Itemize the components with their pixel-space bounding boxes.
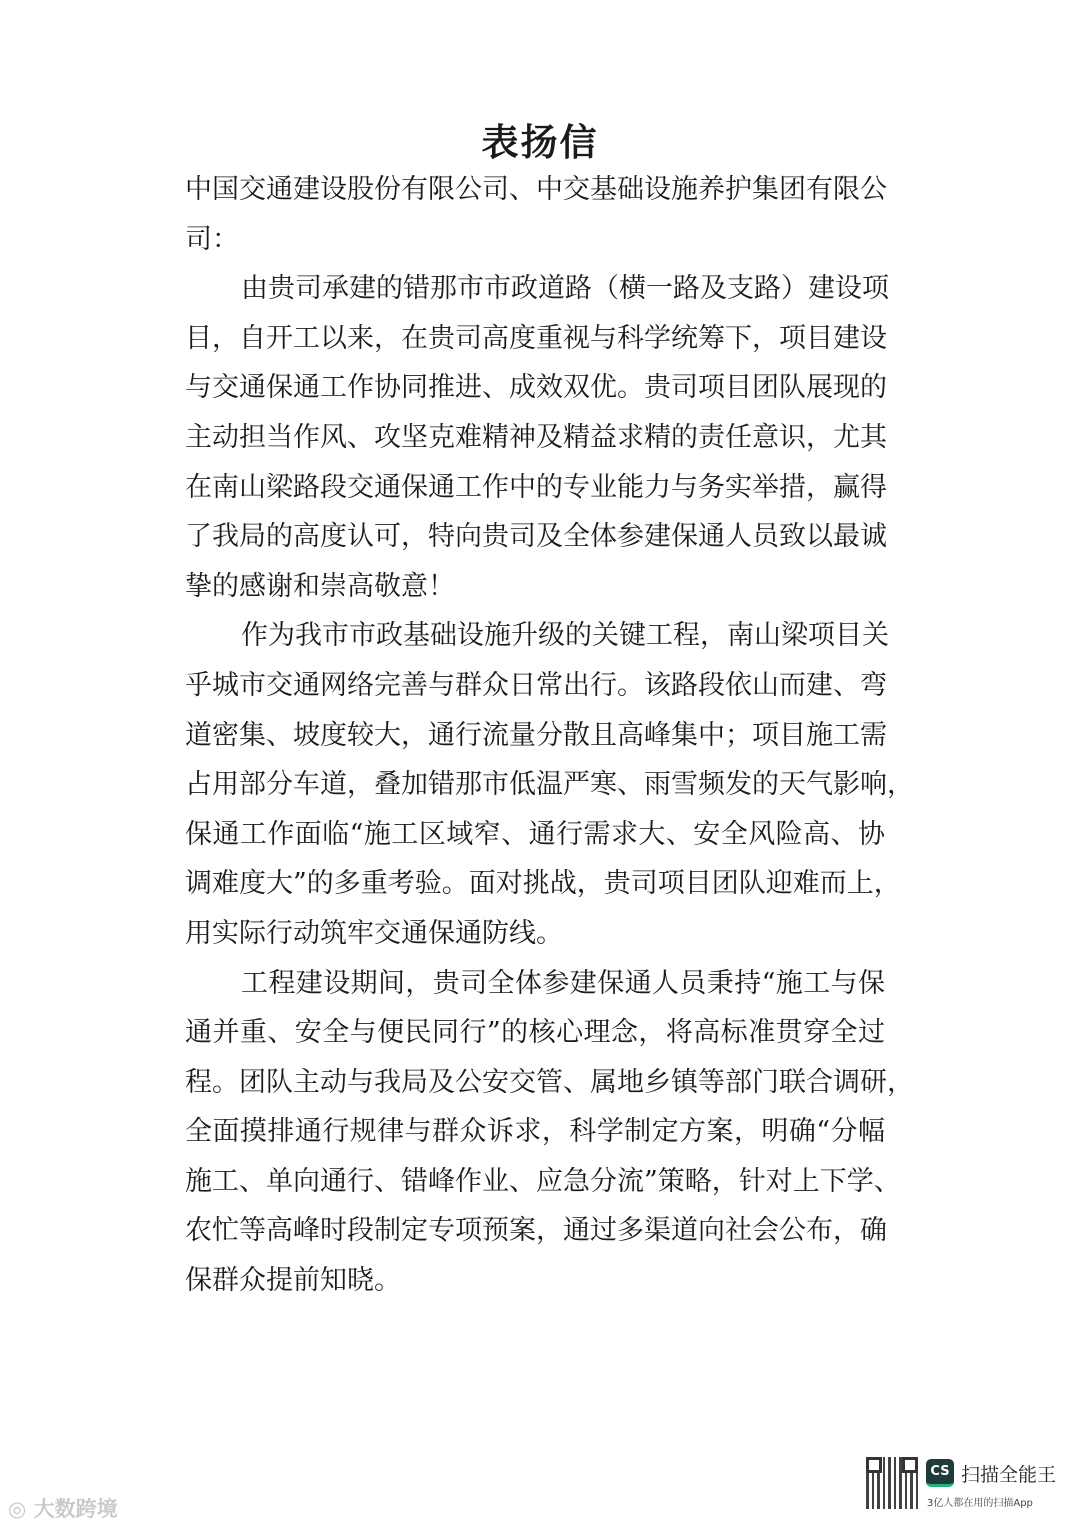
paragraph-line: 工程建设期间，贵司全体参建保通人员秉持“施工与保	[241, 967, 885, 999]
paragraph-line: 乎城市交通网络完善与群众日常出行。该路段依山而建、弯	[185, 669, 887, 701]
letter-body	[185, 165, 914, 1306]
paragraph-line: 保群众提前知晓。	[185, 1265, 401, 1297]
camscanner-logo-icon: CS	[926, 1459, 954, 1487]
paragraph-line: 保通工作面临“施工区域窄、通行需求大、安全风险高、协	[185, 818, 885, 850]
paragraph-line: 农忙等高峰时段制定专项预案，通过多渠道向社会公布，确	[185, 1215, 887, 1247]
scanner-tagline: 3亿人都在用的扫描App	[927, 1498, 1033, 1509]
paragraph-line: 目，自开工以来，在贵司高度重视与科学统筹下，项目建设	[185, 322, 887, 354]
paragraph-line: 挚的感谢和崇高敬意！	[185, 570, 455, 602]
paragraph-line: 调难度大”的多重考验。面对挑战，贵司项目团队迎难而上，	[185, 868, 901, 900]
qr-code-icon	[866, 1457, 918, 1509]
paragraph-line: 道密集、坡度较大，通行流量分散且高峰集中；项目施工需	[185, 719, 887, 751]
paragraph-line: 主动担当作风、攻坚克难精神及精益求精的责任意识，尤其	[185, 421, 887, 453]
paragraph-line: 在南山梁路段交通保通工作中的专业能力与务实举措，赢得	[185, 471, 887, 503]
letter-title: 表扬信	[481, 120, 599, 164]
paragraph-line: 作为我市市政基础设施升级的关键工程，南山梁项目关	[241, 620, 889, 652]
paragraph-line: 全面摸排通行规律与群众诉求，科学制定方案，明确“分幅	[185, 1116, 885, 1148]
paragraph-line: 通并重、安全与便民同行”的核心理念，将高标准贯穿全过	[185, 1017, 885, 1049]
watermark-logo: ◎ 大数跨境	[8, 1497, 118, 1521]
paragraph-line: 与交通保通工作协同推进、成效双优。贵司项目团队展现的	[185, 372, 887, 404]
paragraph-line: 由贵司承建的错那市市政道路（横一路及支路）建设项	[241, 273, 889, 305]
paragraph-line: 程。团队主动与我局及公安交管、属地乡镇等部门联合调研，	[185, 1066, 914, 1098]
salutation-line: 司：	[185, 223, 239, 255]
paragraph-line: 了我局的高度认可，特向贵司及全体参建保通人员致以最诚	[185, 521, 887, 553]
scanner-app-name: 扫描全能王	[961, 1464, 1057, 1486]
watermark-text: 大数跨境	[33, 1497, 118, 1521]
salutation-line: 中国交通建设股份有限公司、中交基础设施养护集团有限公	[185, 174, 887, 205]
paragraph-line: 施工、单向通行、错峰作业、应急分流”策略，针对上下学、	[185, 1165, 901, 1197]
paragraph-line: 占用部分车道，叠加错那市低温严寒、雨雪频发的天气影响，	[185, 769, 914, 801]
paragraph-line: 用实际行动筑牢交通保通防线。	[185, 917, 563, 949]
